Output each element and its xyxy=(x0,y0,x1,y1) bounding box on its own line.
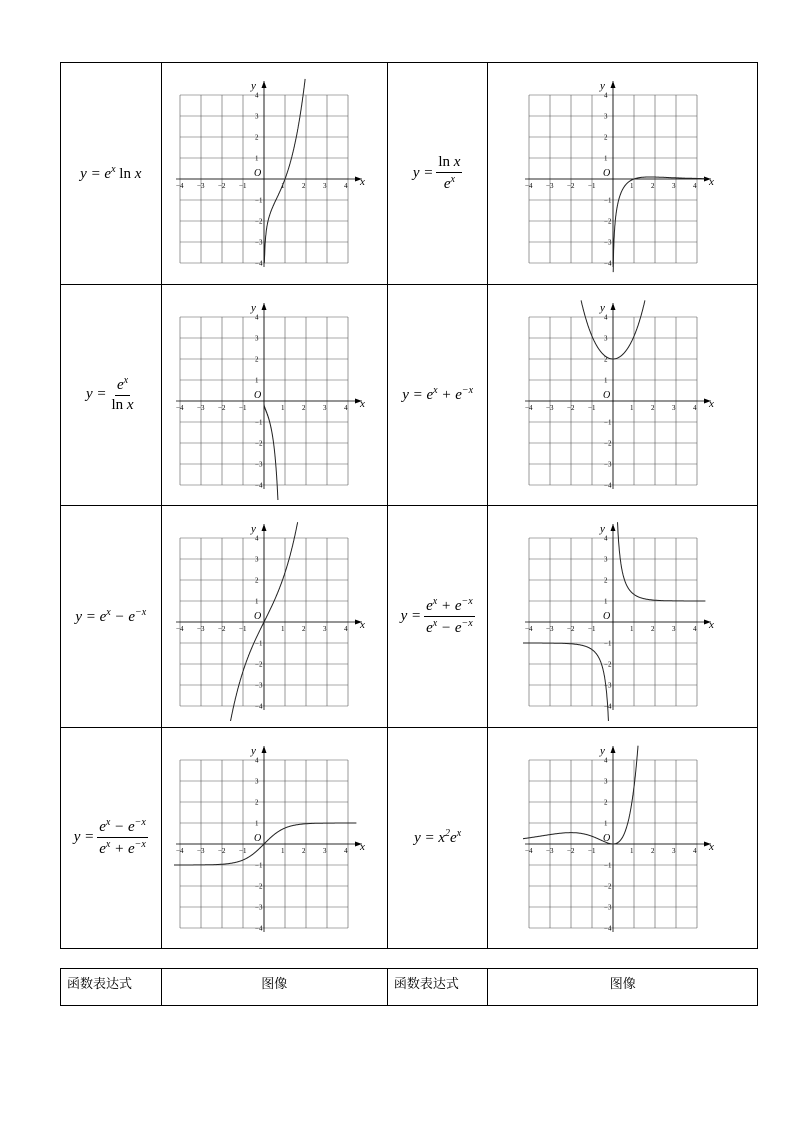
function-graph-table xyxy=(60,62,758,949)
x-tick-label: 1 xyxy=(281,625,285,634)
y-tick-label: 1 xyxy=(255,597,259,606)
y-arrow-icon xyxy=(262,746,267,753)
y-tick-label: −1 xyxy=(255,861,263,870)
x-tick-label: 1 xyxy=(629,846,634,855)
x-tick-label: 2 xyxy=(302,846,306,855)
x-tick-label: −3 xyxy=(197,182,205,191)
x-axis-label: x xyxy=(360,619,366,632)
formula-x2ex: $y = x^2e^x$ xyxy=(414,828,462,847)
x-tick-label: −3 xyxy=(197,846,205,855)
y-axis-label: y xyxy=(251,523,257,536)
origin-label: O xyxy=(254,611,262,623)
graph-cell xyxy=(488,284,758,506)
x-tick-label: −2 xyxy=(218,403,226,412)
x-tick-label: 3 xyxy=(671,625,676,634)
x-tick-label: −2 xyxy=(566,846,575,855)
x-tick-label: 3 xyxy=(323,403,327,412)
x-axis-label: x xyxy=(708,619,714,632)
y-tick-label: −2 xyxy=(255,439,263,448)
x-tick-label: 3 xyxy=(671,182,676,191)
header-graph-label: 图像 xyxy=(488,969,758,1006)
function-curve xyxy=(613,177,705,272)
x-tick-label: 3 xyxy=(671,846,676,855)
y-arrow-icon xyxy=(610,524,615,531)
formula-ex-lnx: $y = e^x$ ln x xyxy=(80,163,142,182)
table-row xyxy=(61,969,758,1006)
y-tick-label: 2 xyxy=(603,576,608,585)
formula-cell xyxy=(61,63,162,285)
graph-cell xyxy=(161,63,387,285)
y-tick-label: −3 xyxy=(255,460,263,469)
header-table xyxy=(60,968,758,1006)
graph-cell xyxy=(161,506,387,728)
y-tick-label: −2 xyxy=(603,439,612,448)
y-tick-label: 2 xyxy=(255,576,259,585)
y-tick-label: −2 xyxy=(255,217,263,226)
origin-label: O xyxy=(602,389,610,401)
header-formula-label: 函数表达式 xyxy=(61,969,162,1006)
y-tick-label: 3 xyxy=(603,334,608,343)
x-tick-label: −1 xyxy=(239,403,247,412)
y-tick-label: 2 xyxy=(255,355,259,364)
y-axis-label: y xyxy=(599,80,605,93)
x-tick-label: −2 xyxy=(566,625,575,634)
y-tick-label: 3 xyxy=(255,334,259,343)
x-tick-label: −1 xyxy=(587,846,596,855)
x-tick-label: −2 xyxy=(218,182,226,191)
y-tick-label: −2 xyxy=(603,882,612,891)
y-tick-label: 4 xyxy=(603,313,608,322)
x-tick-label: −4 xyxy=(524,182,533,191)
formula-coth: y = $\frac{e^x + e^{-x}}{e^x - e^{-x}}$ xyxy=(400,595,473,636)
formula-ex-over-lnx: y = $\frac{e^x}{\text{ln x}}$ xyxy=(85,375,134,414)
x-tick-label: −3 xyxy=(545,625,554,634)
y-tick-label: 1 xyxy=(255,819,259,828)
y-tick-label: 3 xyxy=(603,777,608,786)
function-curve xyxy=(523,745,638,843)
function-curve xyxy=(264,404,278,500)
y-tick-label: 1 xyxy=(255,154,259,163)
y-tick-label: −1 xyxy=(603,418,612,427)
graph-cell xyxy=(161,727,387,949)
graph-ex-plus-emx xyxy=(523,290,723,500)
x-tick-label: 4 xyxy=(344,403,348,412)
y-tick-label: 4 xyxy=(255,534,259,543)
origin-label: O xyxy=(602,832,610,844)
x-tick-label: −4 xyxy=(176,403,184,412)
x-tick-label: 3 xyxy=(323,846,327,855)
y-arrow-icon xyxy=(262,524,267,531)
graph-cell xyxy=(488,727,758,949)
graph-ex-lnx xyxy=(174,68,374,278)
formula-lnx-over-ex: y = $\frac{\text{ln x}}{e^x}$ xyxy=(412,153,461,192)
x-tick-label: −1 xyxy=(587,625,596,634)
x-tick-label: −2 xyxy=(218,846,226,855)
x-tick-label: −4 xyxy=(176,182,184,191)
x-tick-label: 1 xyxy=(281,403,285,412)
y-tick-label: −3 xyxy=(255,681,263,690)
y-tick-label: 2 xyxy=(603,798,608,807)
y-tick-label: 4 xyxy=(255,756,259,765)
y-tick-label: 4 xyxy=(255,313,259,322)
x-tick-label: 2 xyxy=(650,403,655,412)
formula-cell xyxy=(61,284,162,506)
function-curve xyxy=(523,643,609,721)
y-tick-label: 3 xyxy=(255,777,259,786)
y-tick-label: −4 xyxy=(603,259,612,268)
formula-tanh: y = $\frac{e^x - e^{-x}}{e^x + e^{-x}}$ xyxy=(73,817,146,858)
x-tick-label: −4 xyxy=(176,625,184,634)
y-tick-label: −1 xyxy=(603,639,612,648)
graph-x2ex xyxy=(523,733,723,943)
y-tick-label: 2 xyxy=(255,798,259,807)
x-tick-label: 1 xyxy=(281,846,285,855)
x-axis-label: x xyxy=(708,397,714,410)
x-tick-label: −3 xyxy=(197,625,205,634)
table-row xyxy=(61,727,758,949)
y-tick-label: 4 xyxy=(255,91,259,100)
x-tick-label: 4 xyxy=(344,846,348,855)
graph-ex-over-lnx xyxy=(174,290,374,500)
y-tick-label: −3 xyxy=(603,238,612,247)
formula-ex-minus-emx: $y = e^x - e^{-x}$ xyxy=(75,606,147,625)
y-axis-label: y xyxy=(251,80,257,93)
y-arrow-icon xyxy=(610,746,615,753)
y-axis-label: y xyxy=(599,744,605,757)
origin-label: O xyxy=(254,168,262,180)
y-tick-label: −1 xyxy=(255,639,263,648)
header-formula-label: 函数表达式 xyxy=(387,969,488,1006)
x-tick-label: −1 xyxy=(587,182,596,191)
y-axis-label: y xyxy=(251,301,257,314)
y-tick-label: −4 xyxy=(603,924,612,933)
y-tick-label: 4 xyxy=(603,756,608,765)
y-tick-label: 1 xyxy=(603,597,608,606)
x-tick-label: −3 xyxy=(545,182,554,191)
y-tick-label: −1 xyxy=(255,418,263,427)
x-axis-label: x xyxy=(360,397,366,410)
x-tick-label: −2 xyxy=(218,625,226,634)
graph-tanh xyxy=(174,733,374,943)
y-tick-label: 3 xyxy=(255,112,259,121)
x-tick-label: 1 xyxy=(629,625,634,634)
table-row xyxy=(61,63,758,285)
formula-cell xyxy=(387,284,488,506)
graph-cell xyxy=(161,284,387,506)
x-tick-label: −2 xyxy=(566,403,575,412)
y-tick-label: 1 xyxy=(603,819,608,828)
y-tick-label: −1 xyxy=(255,196,263,205)
y-tick-label: −4 xyxy=(255,259,263,268)
y-tick-label: 1 xyxy=(603,154,608,163)
y-axis-label: y xyxy=(251,744,257,757)
x-tick-label: −2 xyxy=(566,182,575,191)
graph-ex-minus-emx xyxy=(174,511,374,721)
x-tick-label: 2 xyxy=(302,403,306,412)
y-tick-label: −3 xyxy=(603,903,612,912)
y-tick-label: −3 xyxy=(255,903,263,912)
x-tick-label: −1 xyxy=(239,182,247,191)
y-tick-label: 2 xyxy=(255,133,259,142)
x-tick-label: −4 xyxy=(524,403,533,412)
y-tick-label: −1 xyxy=(603,861,612,870)
y-tick-label: 4 xyxy=(603,91,608,100)
x-tick-label: 2 xyxy=(302,625,306,634)
y-tick-label: −4 xyxy=(255,702,263,711)
y-axis-label: y xyxy=(599,523,605,536)
y-tick-label: −4 xyxy=(603,702,612,711)
y-tick-label: 3 xyxy=(603,112,608,121)
x-axis-label: x xyxy=(708,840,714,853)
formula-cell xyxy=(61,727,162,949)
x-tick-label: −3 xyxy=(197,403,205,412)
origin-label: O xyxy=(602,611,610,623)
y-tick-label: 3 xyxy=(603,555,608,564)
x-tick-label: 4 xyxy=(692,846,697,855)
y-tick-label: −2 xyxy=(603,217,612,226)
x-tick-label: −4 xyxy=(524,625,533,634)
x-tick-label: 2 xyxy=(650,846,655,855)
y-tick-label: −2 xyxy=(603,660,612,669)
origin-label: O xyxy=(602,168,610,180)
y-tick-label: −1 xyxy=(603,196,612,205)
x-tick-label: 3 xyxy=(323,625,327,634)
y-tick-label: −4 xyxy=(255,481,263,490)
formula-cell xyxy=(61,506,162,728)
x-tick-label: 1 xyxy=(629,403,634,412)
x-axis-label: x xyxy=(360,176,366,189)
y-arrow-icon xyxy=(610,81,615,88)
y-tick-label: −3 xyxy=(603,460,612,469)
x-tick-label: 3 xyxy=(671,403,676,412)
formula-cell xyxy=(387,727,488,949)
table-row xyxy=(61,284,758,506)
table-row xyxy=(61,506,758,728)
y-arrow-icon xyxy=(262,81,267,88)
x-tick-label: −1 xyxy=(587,403,596,412)
y-tick-label: 4 xyxy=(603,534,608,543)
origin-label: O xyxy=(254,832,262,844)
y-tick-label: −4 xyxy=(603,481,612,490)
y-tick-label: −3 xyxy=(255,238,263,247)
x-tick-label: −3 xyxy=(545,403,554,412)
y-arrow-icon xyxy=(262,303,267,310)
x-tick-label: 2 xyxy=(302,182,306,191)
x-tick-label: 1 xyxy=(629,182,634,191)
x-tick-label: 2 xyxy=(650,182,655,191)
y-axis-label: y xyxy=(599,301,605,314)
x-tick-label: −4 xyxy=(176,846,184,855)
graph-lnx-over-ex xyxy=(523,68,723,278)
x-tick-label: −1 xyxy=(239,625,247,634)
x-tick-label: 4 xyxy=(692,403,697,412)
origin-label: O xyxy=(254,389,262,401)
y-tick-label: 2 xyxy=(603,355,608,364)
y-tick-label: −2 xyxy=(255,882,263,891)
x-tick-label: 2 xyxy=(650,625,655,634)
graph-cell xyxy=(488,506,758,728)
formula-ex-plus-emx: $y = e^x + e^{-x}$ xyxy=(402,385,474,404)
x-tick-label: −1 xyxy=(239,846,247,855)
y-tick-label: 1 xyxy=(603,376,608,385)
header-graph-label: 图像 xyxy=(161,969,387,1006)
x-axis-label: x xyxy=(360,840,366,853)
x-tick-label: 4 xyxy=(692,625,697,634)
y-tick-label: −3 xyxy=(603,681,612,690)
x-tick-label: −4 xyxy=(524,846,533,855)
x-axis-label: x xyxy=(708,176,714,189)
formula-cell xyxy=(387,506,488,728)
x-tick-label: 1 xyxy=(281,182,285,191)
function-curve xyxy=(617,522,705,601)
y-tick-label: 3 xyxy=(255,555,259,564)
y-arrow-icon xyxy=(610,303,615,310)
x-tick-label: 3 xyxy=(323,182,327,191)
x-tick-label: 4 xyxy=(344,625,348,634)
x-tick-label: 4 xyxy=(344,182,348,191)
y-tick-label: −2 xyxy=(255,660,263,669)
graph-coth xyxy=(523,511,723,721)
x-tick-label: 4 xyxy=(692,182,697,191)
x-tick-label: −3 xyxy=(545,846,554,855)
y-tick-label: −4 xyxy=(255,924,263,933)
y-tick-label: 2 xyxy=(603,133,608,142)
graph-cell xyxy=(488,63,758,285)
formula-cell xyxy=(387,63,488,285)
y-tick-label: 1 xyxy=(255,376,259,385)
